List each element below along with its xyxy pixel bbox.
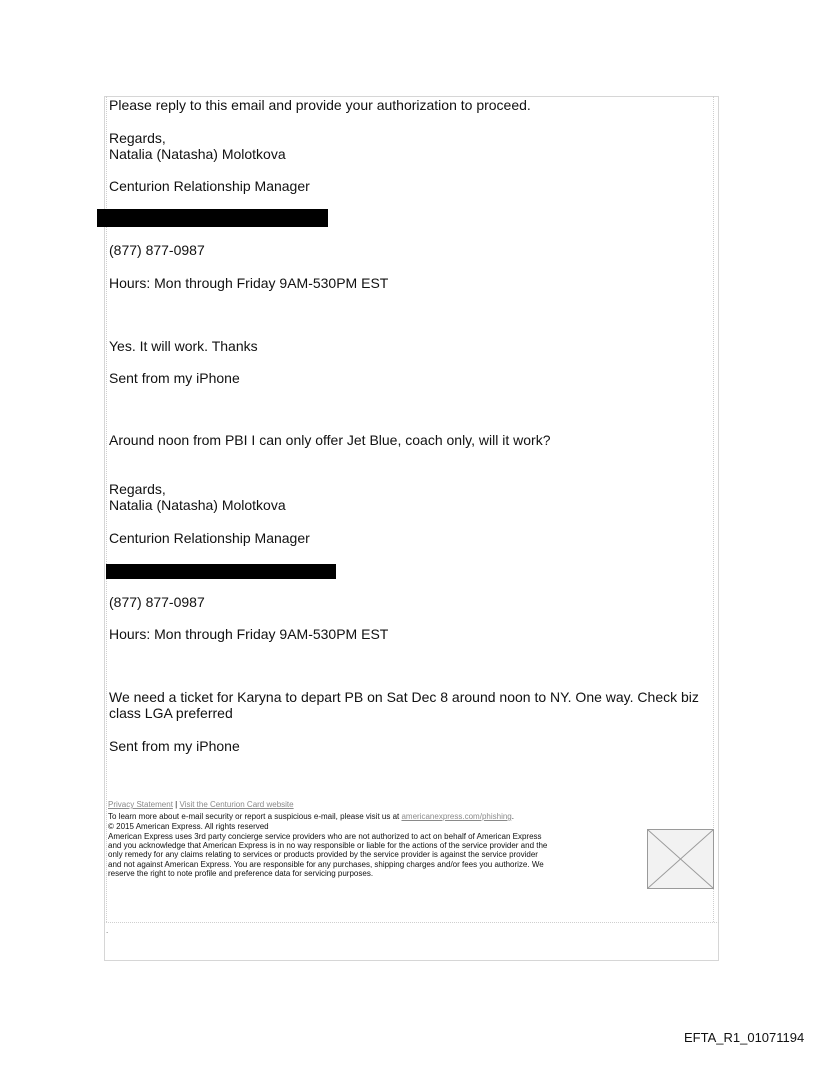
redaction-bar	[97, 209, 328, 227]
disclaimer-line: only remedy for any claims relating to services or products provided by the service provider is against the service provider	[108, 850, 538, 859]
signature-regards: Regards,	[109, 481, 166, 497]
sent-from-iphone: Sent from my iPhone	[109, 738, 240, 754]
footer-links	[108, 800, 294, 809]
offer-message-body: Around noon from PBI I can only offer Jet Blue, coach only, will it work?	[109, 432, 551, 448]
link-separator: |	[175, 800, 178, 809]
disclaimer-line: reserve the right to note profile and preference data for servicing purposes.	[108, 869, 374, 878]
disclaimer-line: American Express uses 3rd party concierge service providers who are not authorized to act on behalf of American Express	[108, 832, 542, 841]
signature-regards: Regards,	[109, 130, 166, 146]
reply-body: Yes. It will work. Thanks	[109, 338, 258, 354]
signature-title: Centurion Relationship Manager	[109, 178, 310, 194]
signature-hours: Hours: Mon through Friday 9AM-530PM EST	[109, 275, 389, 291]
trailing-mark: .	[106, 926, 109, 935]
request-message-line-2: class LGA preferred	[109, 705, 233, 721]
request-message-line-1: We need a ticket for Karyna to depart PB on Sat Dec 8 around noon to NY. One way. Check biz	[109, 689, 699, 705]
centurion-website-link[interactable]: Visit the Centurion Card website	[179, 800, 294, 809]
authorization-request-text: Please reply to this email and provide your authorization to proceed.	[109, 97, 531, 113]
signature-phone: (877) 877-0987	[109, 242, 205, 258]
signature-name: Natalia (Natasha) Molotkova	[109, 146, 286, 162]
security-notice-end: .	[511, 812, 514, 821]
sent-from-iphone: Sent from my iPhone	[109, 370, 240, 386]
bates-number: EFTA_R1_01071194	[684, 1030, 805, 1045]
disclaimer-line: and you acknowledge that American Express is in no way responsible or liable for the actions of the service provider and the	[108, 841, 548, 850]
frame-divider-right	[713, 96, 714, 922]
phishing-link[interactable]: americanexpress.com/phishing	[401, 812, 512, 821]
signature-name: Natalia (Natasha) Molotkova	[109, 497, 286, 513]
redaction-bar	[106, 564, 336, 579]
signature-hours: Hours: Mon through Friday 9AM-530PM EST	[109, 626, 389, 642]
copyright-text: © 2015 American Express. All rights reserved	[108, 822, 269, 831]
disclaimer-line: and not against American Express. You are responsible for any purchases, shipping charges and/or fees you authorize. We	[108, 860, 544, 869]
frame-divider-bottom	[104, 922, 719, 923]
security-notice-text: To learn more about e-mail security or report a suspicious e-mail, please visit us at	[108, 812, 400, 821]
broken-image-placeholder-icon	[647, 829, 714, 889]
signature-title: Centurion Relationship Manager	[109, 530, 310, 546]
privacy-statement-link[interactable]: Privacy Statement	[108, 800, 173, 809]
security-notice	[108, 812, 514, 821]
signature-phone: (877) 877-0987	[109, 594, 205, 610]
